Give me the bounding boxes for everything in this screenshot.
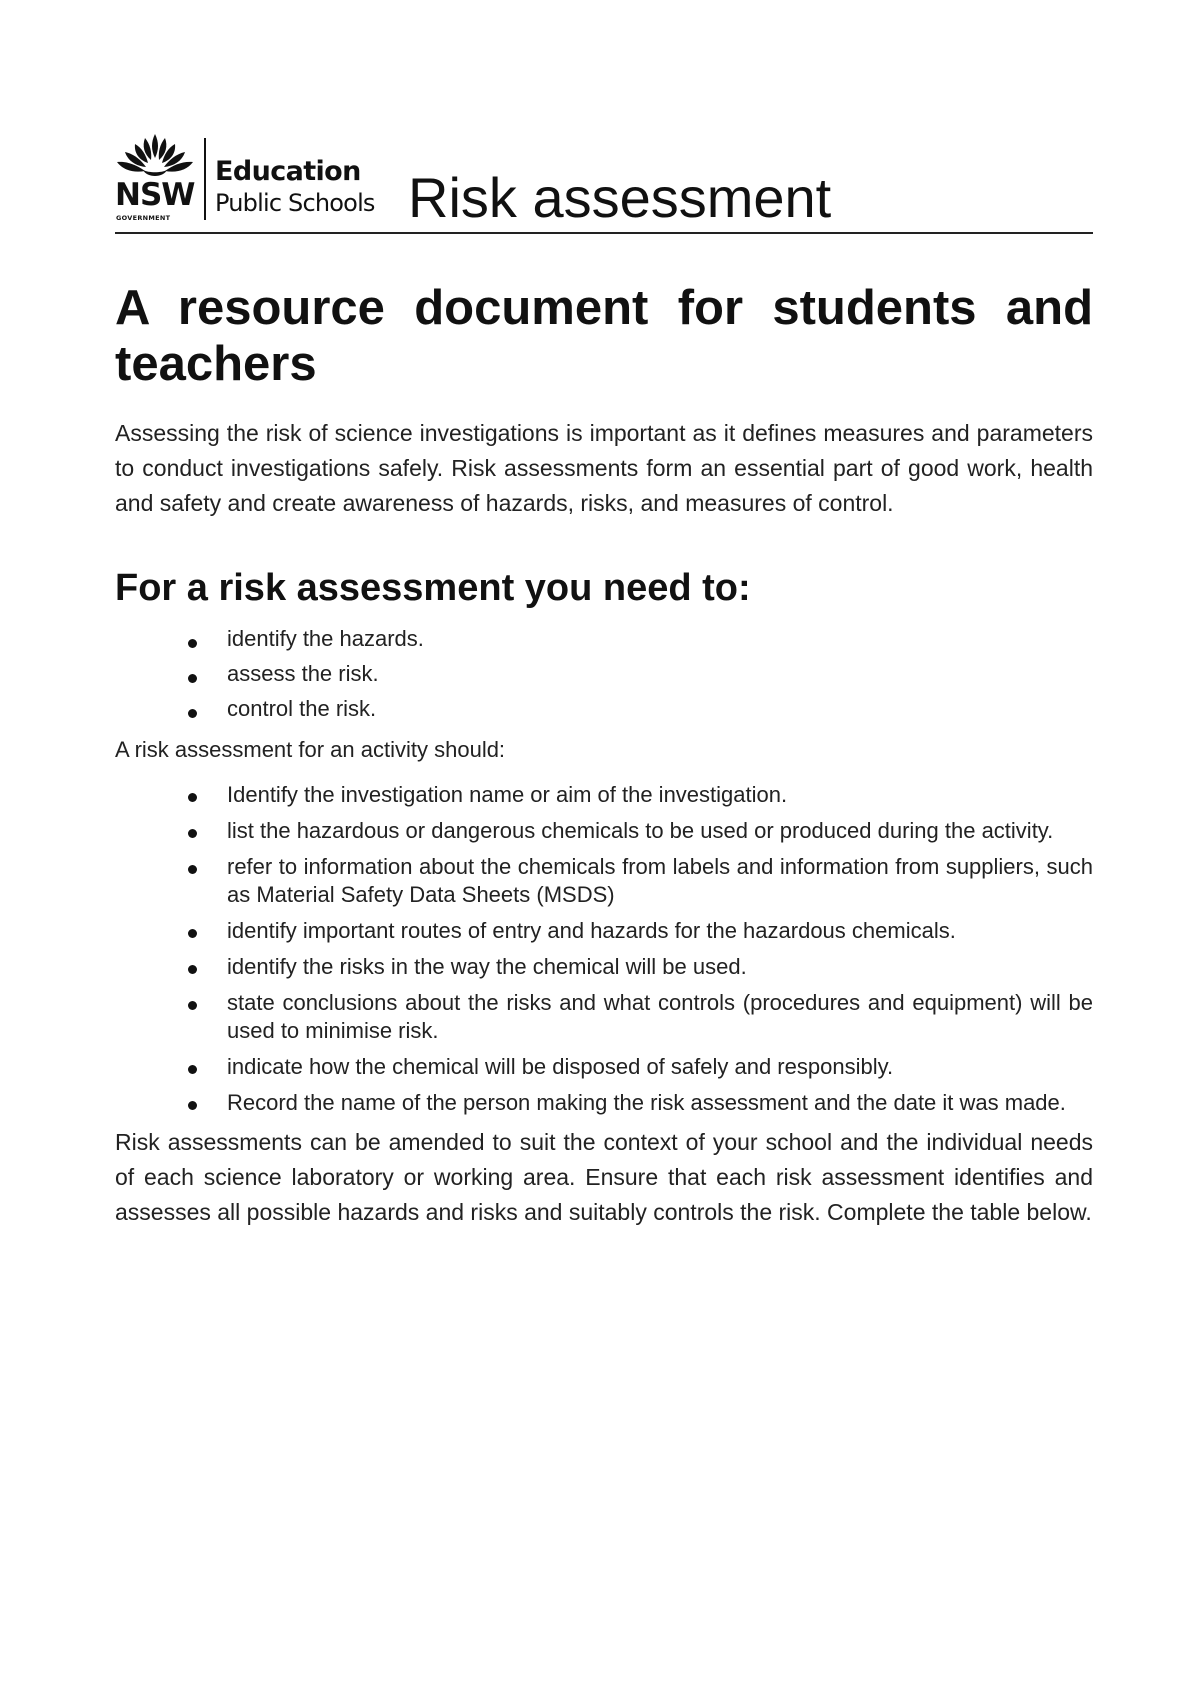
list-item: [188, 662, 1093, 686]
needs-list: [188, 627, 1093, 721]
list-item: [188, 817, 1093, 845]
bullet-icon: [188, 829, 197, 838]
list-item-text: assess the risk.: [227, 661, 379, 686]
bullet-icon: [188, 865, 197, 874]
bullet-icon: [188, 1001, 197, 1010]
list-item: [188, 953, 1093, 981]
list-item-text: Record the name of the person making the risk assessment and the date it was made.: [227, 1090, 1066, 1115]
document-page: [115, 130, 1093, 1230]
logo-divider: [204, 138, 206, 220]
list-item-text: list the hazardous or dangerous chemicals to be used or produced during the activity.: [227, 818, 1054, 843]
list-item: [188, 917, 1093, 945]
list-item: [188, 627, 1093, 651]
document-header: [115, 130, 1093, 234]
public-schools-wordmark: Public Schools: [215, 189, 375, 217]
list-item: [188, 853, 1093, 909]
bullet-icon: [188, 965, 197, 974]
nsw-wordmark: NSW: [115, 177, 195, 213]
list-item-text: indicate how the chemical will be disposed of safely and responsibly.: [227, 1054, 894, 1079]
document-title: Risk assessment: [408, 166, 832, 229]
activity-intro: A risk assessment for an activity should:: [115, 737, 506, 762]
bullet-icon: [188, 709, 197, 718]
bullet-icon: [188, 793, 197, 802]
activity-steps-list: [188, 781, 1093, 1117]
list-item-text: identify the hazards.: [227, 626, 424, 651]
list-item-text: Identify the investigation name or aim of the investigation.: [227, 782, 788, 807]
list-item-text: state conclusions about the risks and what controls (procedures and equipment) will be used to minimise risk.: [227, 990, 1093, 1043]
intro-paragraph: Assessing the risk of science investigations is important as it defines measures and parameters to conduct investigations safely. Risk assessments form an essential part of good work, health and safety and create awareness of hazards, risks, and measures of control.: [115, 420, 1093, 516]
closing-paragraph: Risk assessments can be amended to suit the context of your school and the individual needs of each science laboratory or working area. Ensure that each risk assessment identifies and assesses all possible hazards and risks and suitably controls the risk. Complete the table below.: [115, 1129, 1093, 1225]
bullet-icon: [188, 639, 197, 648]
waratah-icon: [115, 132, 195, 180]
main-heading: A resource document for students and teachers: [115, 281, 1093, 391]
list-item: [188, 989, 1093, 1045]
nsw-education-logo: [115, 132, 405, 222]
bullet-icon: [188, 929, 197, 938]
list-item: [188, 697, 1093, 721]
list-item-text: control the risk.: [227, 696, 377, 721]
section-heading: For a risk assessment you need to:: [115, 567, 751, 609]
list-item: [188, 1053, 1093, 1081]
bullet-icon: [188, 674, 197, 683]
list-item-text: refer to information about the chemicals from labels and information from suppliers, such as Material Safety Data Sheets (MSDS): [227, 854, 1093, 907]
education-wordmark: Education: [215, 156, 361, 187]
bullet-icon: [188, 1065, 197, 1074]
bullet-icon: [188, 1101, 197, 1110]
list-item-text: identify the risks in the way the chemical will be used.: [227, 954, 747, 979]
list-item: [188, 781, 1093, 809]
government-wordmark: GOVERNMENT: [116, 214, 171, 222]
list-item: [188, 1089, 1093, 1117]
list-item-text: identify important routes of entry and hazards for the hazardous chemicals.: [227, 918, 956, 943]
